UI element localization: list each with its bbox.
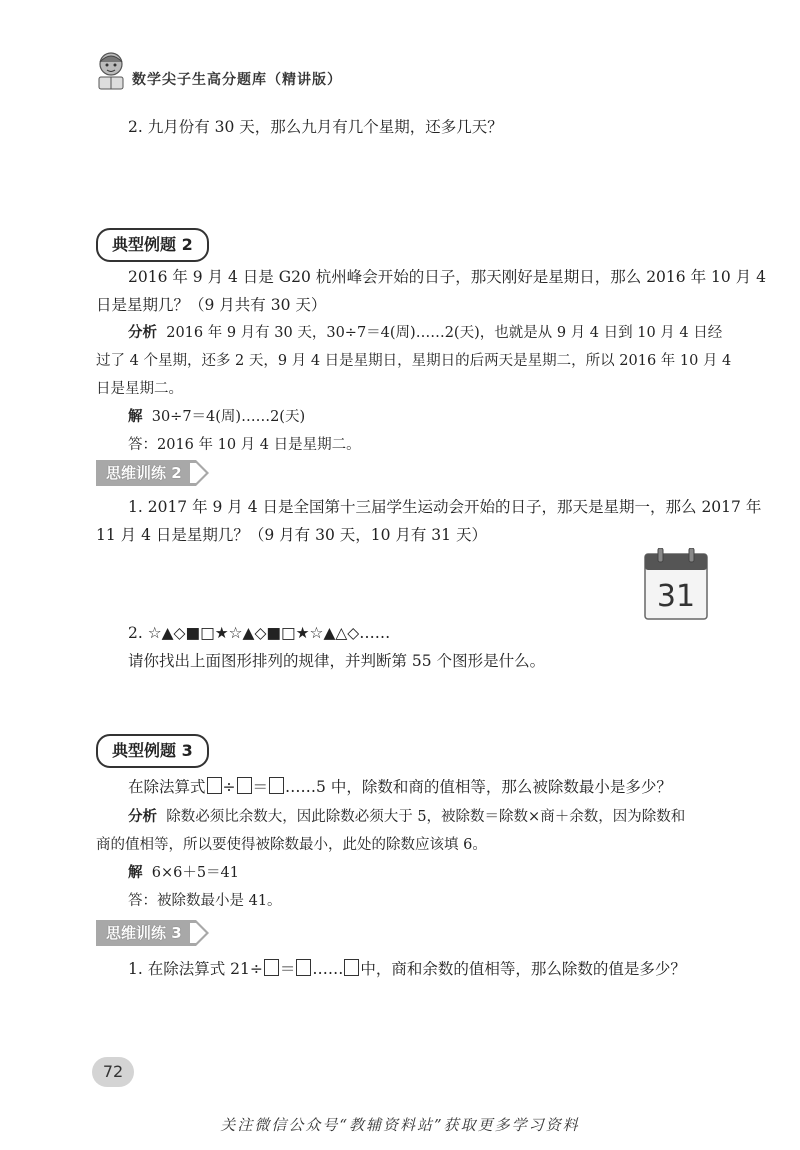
example-3-answer: 答：被除数最小是 41。 xyxy=(128,893,282,909)
footer-note: 关注微信公众号“教辅资料站”获取更多学习资料 xyxy=(220,1116,580,1134)
training-2-q1-line2: 11 月 4 日是星期几？（9 月有 30 天，10 月有 31 天） xyxy=(96,526,487,544)
training-2-q1-line1: 1. 2017 年 9 月 4 日是全国第十三届学生运动会开始的日子，那天是星期一，那么 2017 年 xyxy=(128,498,762,516)
blank-box xyxy=(269,777,284,794)
example-2-analysis-line1 xyxy=(128,319,722,347)
training-3-q1 xyxy=(128,955,686,983)
remainder-dots: …… xyxy=(312,960,344,978)
example-3-problem xyxy=(128,773,672,801)
example-3-analysis-line2: 商的值相等，所以要使得被除数最小，此处的除数应该填 6。 xyxy=(96,837,487,853)
analysis-text: 除数必须比余数大，因此除数必须大于 5，被除数＝除数×商＋余数，因为除数和 xyxy=(166,809,686,825)
question-2-prev: 2. 九月份有 30 天，那么九月有几个星期，还多几天？ xyxy=(128,118,503,136)
analysis-label: 分析 xyxy=(128,809,157,825)
problem-text-pre: 在除法算式 xyxy=(128,778,206,796)
example-3-solution xyxy=(128,859,239,887)
equals-sign: ＝ xyxy=(252,778,269,796)
solution-text: 30÷7＝4(周)……2(天) xyxy=(151,409,306,425)
mascot-logo xyxy=(93,50,129,94)
solution-label: 解 xyxy=(128,865,143,881)
example-2-analysis-line3: 日是星期二。 xyxy=(96,381,183,397)
calendar-day: 31 xyxy=(656,579,696,614)
training-3-tag xyxy=(96,920,210,946)
training-2-q2-line1: 2. ☆▲◇■□★☆▲◇■□★☆▲△◇…… xyxy=(128,624,391,642)
training-3-label: 思维训练 3 xyxy=(96,920,188,946)
example-2-analysis-line2: 过了 4 个星期，还多 2 天，9 月 4 日是星期日，星期日的后两天是星期二，所以 2016 年 10 月 4 xyxy=(96,353,732,369)
header-title: 数学尖子生高分题库（精讲版） xyxy=(132,72,342,88)
solution-text: 6×6＋5＝41 xyxy=(151,865,239,881)
blank-box xyxy=(296,959,311,976)
example-2-problem-line1: 2016 年 9 月 4 日是 G20 杭州峰会开始的日子，那天刚好是星期日，那么 2016 年 10 月 4 xyxy=(128,268,766,286)
q1-text-pre: 1. 在除法算式 21÷ xyxy=(128,960,263,978)
example-2-solution xyxy=(128,403,305,431)
arrow-tag-icon xyxy=(188,920,210,946)
q1-text-post: 中，商和余数的值相等，那么除数的值是多少？ xyxy=(360,960,686,978)
training-2-tag xyxy=(96,460,210,486)
example-3-analysis-line1 xyxy=(128,803,685,831)
page-number: 72 xyxy=(92,1057,134,1087)
analysis-text: 2016 年 9 月有 30 天，30÷7＝4(周)……2(天)，也就是从 9 月 4 日到 10 月 4 日经 xyxy=(166,325,723,341)
blank-box xyxy=(207,777,222,794)
blank-box xyxy=(264,959,279,976)
divide-sign: ÷ xyxy=(222,778,236,796)
equals-sign: ＝ xyxy=(279,960,296,978)
blank-box xyxy=(344,959,359,976)
calendar-icon xyxy=(644,548,708,620)
arrow-tag-icon xyxy=(188,460,210,486)
problem-text-post: ……5 中，除数和商的值相等，那么被除数最小是多少？ xyxy=(285,778,672,796)
example-2-tag: 典型例题 2 xyxy=(96,228,209,262)
analysis-label: 分析 xyxy=(128,325,157,341)
example-2-problem-line2: 日是星期几？（9 月共有 30 天） xyxy=(96,296,327,314)
blank-box xyxy=(237,777,252,794)
training-2-q2-line2: 请你找出上面图形排列的规律，并判断第 55 个图形是什么。 xyxy=(128,652,546,670)
example-2-answer: 答：2016 年 10 月 4 日是星期二。 xyxy=(128,437,361,453)
training-2-label: 思维训练 2 xyxy=(96,460,188,486)
solution-label: 解 xyxy=(128,409,143,425)
example-3-tag: 典型例题 3 xyxy=(96,734,209,768)
